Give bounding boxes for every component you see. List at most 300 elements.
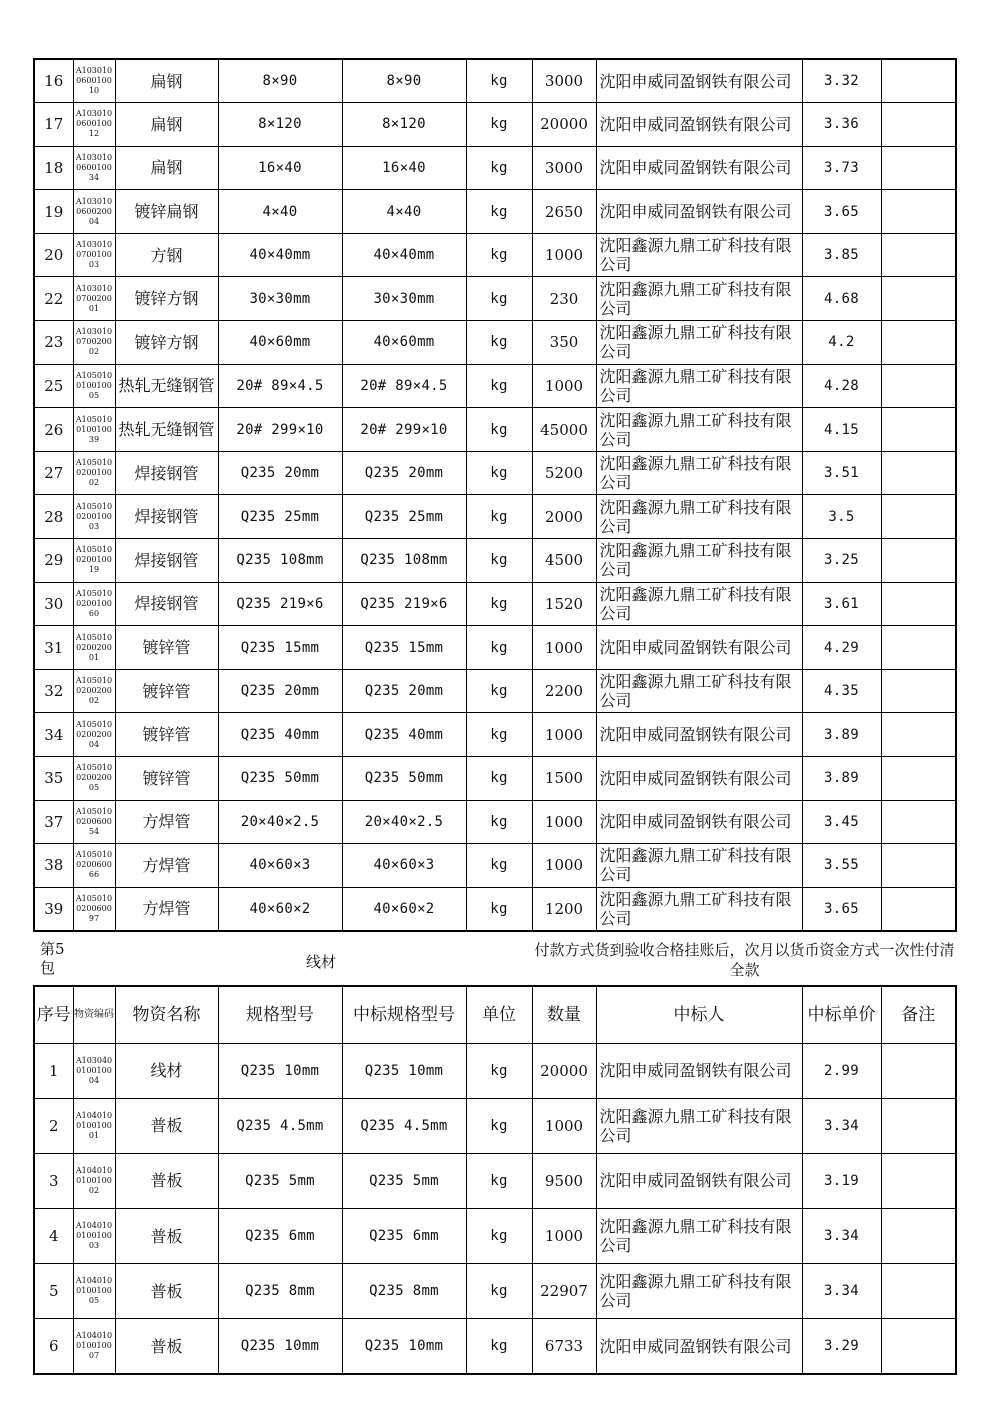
cell-price: 3.34 [802,1264,881,1319]
cell-qty: 1000 [532,713,596,757]
cell-no: 16 [34,59,73,103]
cell-bid-spec: 30×30mm [342,277,466,321]
cell-code: A103010060020004 [73,190,115,234]
cell-unit: kg [466,800,532,844]
cell-code: A104010010010005 [73,1264,115,1319]
cell-spec: 20# 89×4.5 [218,364,342,408]
cell-spec: Q235 20mm [218,451,342,495]
cell-name: 普板 [115,1098,218,1153]
cell-price: 3.5 [802,495,881,539]
cell-no: 22 [34,277,73,321]
cell-unit: kg [466,539,532,583]
cell-qty: 1000 [532,1209,596,1264]
table-row [34,233,956,277]
cell-spec: Q235 6mm [218,1209,342,1264]
cell-spec: 30×30mm [218,277,342,321]
cell-unit: kg [466,626,532,670]
cell-spec: 20×40×2.5 [218,800,342,844]
payment-terms: 付款方式货到验收合格挂账后，次月以货币资金方式一次性付清全款 [534,941,955,979]
cell-unit: kg [466,1319,532,1374]
table-row [34,626,956,670]
cell-unit: kg [466,364,532,408]
cell-winner: 沈阳申威同盈钢铁有限公司 [596,800,802,844]
header-name: 物资名称 [115,986,218,1043]
cell-name: 扁钢 [115,146,218,190]
table-row [34,800,956,844]
cell-note [881,495,956,539]
cell-unit: kg [466,146,532,190]
cell-bid-spec: 8×120 [342,103,466,147]
table-row [34,408,956,452]
cell-name: 镀锌管 [115,669,218,713]
cell-bid-spec: Q235 25mm [342,495,466,539]
table-row [34,844,956,888]
cell-code: A105010010010005 [73,364,115,408]
cell-winner: 沈阳鑫源九鼎工矿科技有限公司 [596,321,802,365]
cell-note [881,669,956,713]
cell-winner: 沈阳鑫源九鼎工矿科技有限公司 [596,495,802,539]
cell-name: 线材 [115,1043,218,1098]
table-row [34,451,956,495]
cell-unit: kg [466,233,532,277]
cell-no: 4 [34,1209,73,1264]
cell-price: 3.19 [802,1153,881,1208]
cell-note [881,539,956,583]
cell-unit: kg [466,757,532,801]
cell-qty: 230 [532,277,596,321]
table-row [34,1209,956,1264]
cell-no: 30 [34,582,73,626]
cell-price: 4.28 [802,364,881,408]
table-row [34,539,956,583]
cell-name: 镀锌方钢 [115,277,218,321]
table-row [34,364,956,408]
cell-winner: 沈阳申威同盈钢铁有限公司 [596,146,802,190]
cell-spec: 20# 299×10 [218,408,342,452]
cell-bid-spec: Q235 20mm [342,451,466,495]
cell-bid-spec: 40×60×2 [342,887,466,931]
cell-code: A103010060010010 [73,59,115,103]
cell-winner: 沈阳申威同盈钢铁有限公司 [596,1043,802,1098]
cell-code: A104010010010002 [73,1153,115,1208]
cell-spec: 40×60mm [218,321,342,365]
cell-name: 方焊管 [115,800,218,844]
cell-name: 镀锌管 [115,757,218,801]
cell-price: 3.45 [802,800,881,844]
cell-name: 镀锌扁钢 [115,190,218,234]
cell-spec: Q235 4.5mm [218,1098,342,1153]
table-row [34,1153,956,1208]
cell-qty: 1500 [532,757,596,801]
cell-price: 3.34 [802,1098,881,1153]
cell-spec: 40×40mm [218,233,342,277]
cell-qty: 2650 [532,190,596,234]
cell-code: A105010020060097 [73,887,115,931]
cell-qty: 3000 [532,146,596,190]
cell-qty: 350 [532,321,596,365]
cell-winner: 沈阳鑫源九鼎工矿科技有限公司 [596,582,802,626]
cell-price: 4.29 [802,626,881,670]
cell-winner: 沈阳鑫源九鼎工矿科技有限公司 [596,669,802,713]
cell-unit: kg [466,408,532,452]
cell-spec: Q235 25mm [218,495,342,539]
table-row [34,887,956,931]
cell-code: A105010020020002 [73,669,115,713]
cell-no: 6 [34,1319,73,1374]
cell-bid-spec: 40×60×3 [342,844,466,888]
cell-winner: 沈阳鑫源九鼎工矿科技有限公司 [596,539,802,583]
cell-no: 27 [34,451,73,495]
cell-price: 3.61 [802,582,881,626]
cell-winner: 沈阳申威同盈钢铁有限公司 [596,59,802,103]
cell-spec: Q235 15mm [218,626,342,670]
table-row [34,103,956,147]
cell-qty: 4500 [532,539,596,583]
cell-code: A103010070020002 [73,321,115,365]
cell-note [881,626,956,670]
cell-spec: Q235 10mm [218,1319,342,1374]
cell-winner: 沈阳申威同盈钢铁有限公司 [596,626,802,670]
cell-no: 34 [34,713,73,757]
cell-price: 3.65 [802,887,881,931]
cell-code: A105010020010003 [73,495,115,539]
cell-note [881,1098,956,1153]
cell-price: 3.25 [802,539,881,583]
cell-spec: Q235 50mm [218,757,342,801]
package-5-table [33,985,957,1375]
cell-bid-spec: 8×90 [342,59,466,103]
cell-qty: 3000 [532,59,596,103]
cell-bid-spec: Q235 4.5mm [342,1098,466,1153]
cell-name: 扁钢 [115,59,218,103]
header-unit: 单位 [466,986,532,1043]
cell-name: 方钢 [115,233,218,277]
cell-bid-spec: 40×60mm [342,321,466,365]
cell-price: 3.51 [802,451,881,495]
cell-note [881,1043,956,1098]
table-row [34,277,956,321]
cell-bid-spec: Q235 8mm [342,1264,466,1319]
cell-code: A105010020020004 [73,713,115,757]
cell-qty: 2000 [532,495,596,539]
cell-qty: 1520 [532,582,596,626]
cell-no: 39 [34,887,73,931]
table-row [34,495,956,539]
cell-price: 3.89 [802,757,881,801]
cell-note [881,408,956,452]
cell-qty: 1000 [532,364,596,408]
cell-code: A105010020060054 [73,800,115,844]
cell-unit: kg [466,844,532,888]
cell-price: 4.35 [802,669,881,713]
cell-no: 3 [34,1153,73,1208]
table-row [34,757,956,801]
cell-spec: 8×90 [218,59,342,103]
cell-unit: kg [466,451,532,495]
cell-note [881,321,956,365]
cell-unit: kg [466,1264,532,1319]
cell-code: A103010070010003 [73,233,115,277]
cell-spec: 40×60×3 [218,844,342,888]
cell-code: A105010020020005 [73,757,115,801]
cell-no: 37 [34,800,73,844]
cell-name: 普板 [115,1264,218,1319]
cell-bid-spec: Q235 6mm [342,1209,466,1264]
cell-bid-spec: Q235 50mm [342,757,466,801]
cell-spec: Q235 10mm [218,1043,342,1098]
cell-code: A103040010010004 [73,1043,115,1098]
cell-qty: 1000 [532,800,596,844]
cell-name: 焊接钢管 [115,451,218,495]
cell-note [881,844,956,888]
cell-no: 26 [34,408,73,452]
cell-spec: 4×40 [218,190,342,234]
cell-note [881,233,956,277]
cell-no: 28 [34,495,73,539]
cell-unit: kg [466,103,532,147]
table-row [34,1043,956,1098]
cell-name: 热轧无缝钢管 [115,364,218,408]
cell-no: 32 [34,669,73,713]
cell-code: A104010010010001 [73,1098,115,1153]
cell-code: A104010010010007 [73,1319,115,1374]
cell-note [881,757,956,801]
header-winner: 中标人 [596,986,802,1043]
cell-unit: kg [466,59,532,103]
cell-winner: 沈阳鑫源九鼎工矿科技有限公司 [596,277,802,321]
cell-qty: 22907 [532,1264,596,1319]
cell-name: 镀锌管 [115,713,218,757]
cell-no: 17 [34,103,73,147]
cell-spec: Q235 40mm [218,713,342,757]
header-price: 中标单价 [802,986,881,1043]
cell-name: 普板 [115,1153,218,1208]
cell-spec: Q235 5mm [218,1153,342,1208]
header-note: 备注 [881,986,956,1043]
header-bid-spec: 中标规格型号 [342,986,466,1043]
cell-no: 38 [34,844,73,888]
cell-code: A104010010010003 [73,1209,115,1264]
cell-name: 焊接钢管 [115,582,218,626]
cell-winner: 沈阳申威同盈钢铁有限公司 [596,1153,802,1208]
cell-price: 3.85 [802,233,881,277]
cell-bid-spec: Q235 219×6 [342,582,466,626]
cell-bid-spec: Q235 10mm [342,1319,466,1374]
cell-no: 35 [34,757,73,801]
header-row [34,986,956,1043]
header-no: 序号 [34,986,73,1043]
cell-no: 19 [34,190,73,234]
cell-no: 18 [34,146,73,190]
cell-bid-spec: 16×40 [342,146,466,190]
cell-price: 4.68 [802,277,881,321]
cell-winner: 沈阳鑫源九鼎工矿科技有限公司 [596,1264,802,1319]
cell-note [881,713,956,757]
cell-price: 3.32 [802,59,881,103]
cell-price: 3.89 [802,713,881,757]
cell-price: 3.36 [802,103,881,147]
cell-name: 镀锌管 [115,626,218,670]
cell-bid-spec: 20×40×2.5 [342,800,466,844]
table-row [34,1319,956,1374]
cell-note [881,451,956,495]
cell-unit: kg [466,582,532,626]
cell-bid-spec: 4×40 [342,190,466,234]
cell-qty: 9500 [532,1153,596,1208]
table-row [34,321,956,365]
cell-note [881,1264,956,1319]
cell-price: 3.73 [802,146,881,190]
cell-name: 焊接钢管 [115,539,218,583]
cell-winner: 沈阳鑫源九鼎工矿科技有限公司 [596,887,802,931]
cell-note [881,582,956,626]
cell-name: 普板 [115,1209,218,1264]
cell-name: 方焊管 [115,887,218,931]
cell-price: 3.55 [802,844,881,888]
cell-bid-spec: 20# 299×10 [342,408,466,452]
cell-qty: 45000 [532,408,596,452]
cell-price: 3.65 [802,190,881,234]
cell-spec: 8×120 [218,103,342,147]
category-label: 线材 [306,953,337,971]
cell-winner: 沈阳鑫源九鼎工矿科技有限公司 [596,1098,802,1153]
cell-spec: Q235 8mm [218,1264,342,1319]
cell-winner: 沈阳申威同盈钢铁有限公司 [596,713,802,757]
cell-name: 方焊管 [115,844,218,888]
cell-unit: kg [466,713,532,757]
header-code: 物资编码 [73,986,115,1043]
cell-bid-spec: Q235 108mm [342,539,466,583]
cell-qty: 1000 [532,626,596,670]
cell-name: 焊接钢管 [115,495,218,539]
cell-bid-spec: Q235 20mm [342,669,466,713]
cell-winner: 沈阳申威同盈钢铁有限公司 [596,1319,802,1374]
header-qty: 数量 [532,986,596,1043]
cell-code: A105010020010019 [73,539,115,583]
cell-winner: 沈阳鑫源九鼎工矿科技有限公司 [596,844,802,888]
table-row [34,1098,956,1153]
package-label: 第5包 [40,940,65,977]
cell-unit: kg [466,321,532,365]
cell-qty: 2200 [532,669,596,713]
cell-bid-spec: 20# 89×4.5 [342,364,466,408]
cell-code: A103010070020001 [73,277,115,321]
cell-unit: kg [466,887,532,931]
cell-no: 5 [34,1264,73,1319]
cell-note [881,1153,956,1208]
cell-price: 2.99 [802,1043,881,1098]
cell-note [881,190,956,234]
table-row [34,59,956,103]
cell-code: A105010020060066 [73,844,115,888]
cell-bid-spec: Q235 5mm [342,1153,466,1208]
cell-no: 31 [34,626,73,670]
cell-note [881,59,956,103]
cell-winner: 沈阳鑫源九鼎工矿科技有限公司 [596,364,802,408]
cell-qty: 1200 [532,887,596,931]
cell-bid-spec: Q235 40mm [342,713,466,757]
cell-no: 1 [34,1043,73,1098]
cell-no: 23 [34,321,73,365]
cell-code: A103010060010012 [73,103,115,147]
cell-qty: 6733 [532,1319,596,1374]
cell-spec: 16×40 [218,146,342,190]
cell-no: 2 [34,1098,73,1153]
cell-unit: kg [466,495,532,539]
cell-note [881,364,956,408]
cell-note [881,103,956,147]
table-row [34,713,956,757]
table-row [34,1264,956,1319]
cell-code: A105010010010039 [73,408,115,452]
cell-code: A103010060010034 [73,146,115,190]
cell-unit: kg [466,669,532,713]
cell-no: 20 [34,233,73,277]
cell-spec: Q235 219×6 [218,582,342,626]
cell-winner: 沈阳鑫源九鼎工矿科技有限公司 [596,408,802,452]
cell-spec: Q235 20mm [218,669,342,713]
cell-no: 29 [34,539,73,583]
cell-winner: 沈阳鑫源九鼎工矿科技有限公司 [596,451,802,495]
cell-qty: 1000 [532,1098,596,1153]
materials-table-continued [33,58,957,932]
cell-note [881,1319,956,1374]
cell-qty: 1000 [532,844,596,888]
table-row [34,146,956,190]
table-row [34,190,956,234]
cell-name: 扁钢 [115,103,218,147]
cell-code: A105010020020001 [73,626,115,670]
cell-unit: kg [466,1209,532,1264]
cell-bid-spec: 40×40mm [342,233,466,277]
cell-qty: 20000 [532,1043,596,1098]
cell-price: 3.34 [802,1209,881,1264]
table-row [34,582,956,626]
cell-name: 普板 [115,1319,218,1374]
cell-price: 4.15 [802,408,881,452]
cell-winner: 沈阳鑫源九鼎工矿科技有限公司 [596,1209,802,1264]
cell-unit: kg [466,277,532,321]
cell-bid-spec: Q235 15mm [342,626,466,670]
cell-qty: 1000 [532,233,596,277]
cell-spec: 40×60×2 [218,887,342,931]
cell-winner: 沈阳申威同盈钢铁有限公司 [596,190,802,234]
cell-no: 25 [34,364,73,408]
cell-bid-spec: Q235 10mm [342,1043,466,1098]
cell-price: 3.29 [802,1319,881,1374]
cell-winner: 沈阳申威同盈钢铁有限公司 [596,103,802,147]
cell-unit: kg [466,1153,532,1208]
cell-name: 热轧无缝钢管 [115,408,218,452]
cell-unit: kg [466,1043,532,1098]
cell-qty: 5200 [532,451,596,495]
header-spec: 规格型号 [218,986,342,1043]
cell-qty: 20000 [532,103,596,147]
cell-code: A105010020010060 [73,582,115,626]
cell-note [881,887,956,931]
cell-code: A105010020010002 [73,451,115,495]
cell-note [881,1209,956,1264]
cell-unit: kg [466,190,532,234]
cell-note [881,800,956,844]
cell-winner: 沈阳申威同盈钢铁有限公司 [596,757,802,801]
cell-name: 镀锌方钢 [115,321,218,365]
cell-winner: 沈阳鑫源九鼎工矿科技有限公司 [596,233,802,277]
cell-price: 4.2 [802,321,881,365]
table-row [34,669,956,713]
cell-unit: kg [466,1098,532,1153]
cell-note [881,277,956,321]
